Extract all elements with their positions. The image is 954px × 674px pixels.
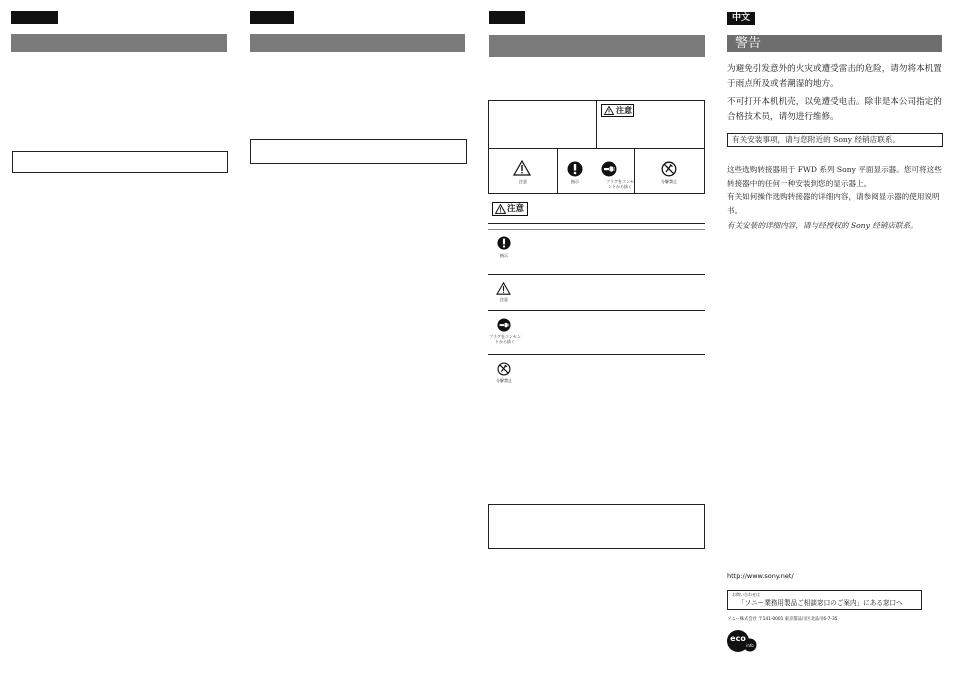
warning-triangle-icon bbox=[604, 106, 614, 115]
install-info-text: 有关安装事项，请与您附近的 Sony 经销店联系。 bbox=[732, 135, 901, 144]
warning-paragraph-1: 为避免引发意外的火灾或遭受雷击的危险，请勿将本机置于雨点所及或者潮湿的地方。 bbox=[727, 64, 942, 89]
warning-paragraph-2: 不可打开本机机壳，以免遭受电击。除非是本公司指定的合格技术员，请勿进行维修。 bbox=[727, 97, 942, 122]
note-box-col1 bbox=[12, 151, 228, 173]
eco-info-logo bbox=[727, 629, 757, 653]
inquiry-main-text: 「ソニー業務用製品ご相談窓口のご案内」にある窓口へ bbox=[738, 599, 903, 607]
warning-triangle-icon bbox=[496, 282, 511, 295]
symbol-caption-bunkai: 分解禁止 bbox=[661, 179, 677, 184]
row-divider bbox=[488, 354, 705, 355]
mandatory-instruction-icon bbox=[497, 236, 511, 250]
symbol-caption-plug: プラグをコンセントから抜く bbox=[606, 179, 634, 189]
row-divider bbox=[488, 274, 705, 275]
unplug-icon bbox=[601, 161, 617, 177]
language-tab-col3 bbox=[489, 11, 525, 24]
symbol-caption-chui: 注意 bbox=[519, 179, 527, 184]
eco-logo-subtext: info bbox=[746, 643, 754, 648]
row-divider bbox=[488, 310, 705, 311]
row-caption-plug: プラグをコンセントから抜く bbox=[489, 334, 521, 344]
section-band-col1 bbox=[11, 34, 227, 52]
eco-logo-text: eco bbox=[730, 634, 746, 643]
warning-triangle-icon bbox=[495, 204, 506, 214]
inquiry-small-text: お問い合わせは bbox=[732, 592, 760, 597]
row-caption-bunkai: 分解禁止 bbox=[496, 378, 512, 383]
no-disassembly-icon bbox=[497, 362, 511, 376]
description-paragraph-1: 这些选购转接器用于 FWD 系列 Sony 平面显示器。您可将这些转接器中的任何一种安装到您的显示器上。 bbox=[727, 165, 942, 188]
description-italic-note: 有关安装的详细内容，请与经授权的 Sony 经销店联系。 bbox=[727, 221, 918, 230]
no-disassembly-icon bbox=[661, 161, 677, 177]
caution-section-text: 注意 bbox=[507, 204, 525, 214]
company-address: ソニー株式会社 〒141-0001 東京都品川区北品川6-7-35 bbox=[727, 617, 838, 622]
unplug-icon bbox=[497, 318, 511, 332]
caution-header-text: 注意 bbox=[616, 106, 632, 115]
language-tab-col1 bbox=[11, 11, 58, 24]
install-info-box bbox=[727, 133, 943, 147]
language-tab-col2 bbox=[250, 11, 294, 24]
warning-title: 警告 bbox=[735, 36, 762, 51]
caution-rule-thin bbox=[488, 229, 705, 230]
symbol-caption-shiji: 指示 bbox=[571, 179, 579, 184]
row-caption-chui: 注意 bbox=[500, 297, 508, 302]
note-box-col3 bbox=[488, 504, 705, 549]
safety-symbol-table bbox=[488, 100, 705, 194]
language-tab-chinese: 中文 bbox=[727, 12, 755, 25]
mandatory-instruction-icon bbox=[567, 161, 583, 177]
description-paragraph-2: 有关如何操作选购转接器的详细内容，请参阅显示器的使用说明书。 bbox=[727, 192, 940, 215]
note-box-col2 bbox=[250, 139, 467, 164]
section-band-col3 bbox=[489, 35, 705, 57]
section-band-col2 bbox=[250, 34, 465, 52]
inquiry-box bbox=[727, 590, 922, 610]
warning-title-band bbox=[727, 35, 942, 52]
sony-url-link[interactable]: http://www.sony.net/ bbox=[727, 572, 794, 580]
caution-section-badge bbox=[492, 202, 528, 216]
caution-header-badge bbox=[601, 104, 634, 117]
caution-rule-top bbox=[488, 223, 705, 224]
warning-triangle-icon bbox=[513, 160, 531, 176]
row-caption-shiji: 指示 bbox=[500, 253, 508, 258]
